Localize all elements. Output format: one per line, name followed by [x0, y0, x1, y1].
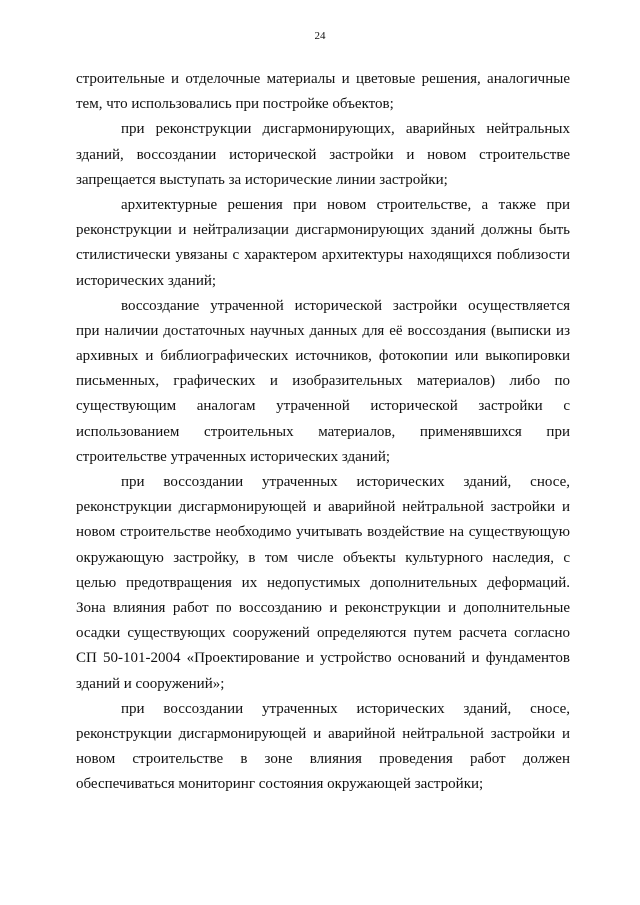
- text-line: письменных, графических и изобразительных материалов) либо по: [76, 373, 570, 390]
- text-line: зданий и сооружений»;: [76, 675, 225, 692]
- text-line: исторических зданий;: [76, 272, 217, 289]
- text-line: архитектурные решения при новом строительстве, а также при: [121, 196, 570, 213]
- text-line: при наличии достаточных научных данных для её воссоздания (выписки из: [76, 322, 570, 339]
- text-line: новом строительстве в зоне влияния проведения работ должен: [76, 751, 570, 768]
- text-line: запрещается выступать за исторические линии застройки;: [76, 171, 448, 188]
- text-line: тем, что использовались при постройке объектов;: [76, 96, 394, 113]
- text-line: строительные и отделочные материалы и цветовые решения, аналогичные: [76, 71, 570, 87]
- text-line: воссоздание утраченной исторической застройки осуществляется: [121, 297, 570, 314]
- paragraph: [76, 294, 570, 470]
- text-line: реконструкции дисгармонирующей и аварийной нейтральной застройки и: [76, 499, 570, 516]
- text-line: строительстве утраченных исторических зданий;: [76, 448, 391, 465]
- paragraph: [76, 697, 570, 798]
- text-line: реконструкции дисгармонирующей и аварийной нейтральной застройки и: [76, 725, 570, 742]
- paragraph: [76, 470, 570, 697]
- body-text: [76, 67, 570, 797]
- text-line: осадки существующих сооружений определяются путем расчета согласно: [76, 625, 570, 642]
- text-line: при воссоздании утраченных исторических зданий, сносе,: [121, 474, 570, 490]
- text-line: при реконструкции дисгармонирующих, аварийных нейтральных: [121, 121, 570, 138]
- page-number: 24: [314, 30, 326, 42]
- text-line: реконструкции и нейтрализации дисгармонирующих зданий должны быть: [76, 222, 570, 239]
- text-line: существующим аналогам утраченной исторической застройки с: [76, 398, 570, 415]
- text-line: СП 50-101-2004 «Проектирование и устройство оснований и фундаментов: [76, 650, 570, 667]
- text-line: зданий, воссоздании исторической застройки и новом строительстве: [76, 146, 570, 163]
- paragraph: [76, 193, 570, 294]
- text-line: стилистически увязаны с характером архитектуры находящихся поблизости: [76, 247, 570, 264]
- text-line: целью предотвращения их недопустимых дополнительных деформаций.: [76, 574, 570, 591]
- text-line: новом строительстве необходимо учитывать воздействие на существующую: [76, 524, 570, 541]
- text-line: окружающую застройку, в том числе объекты культурного наследия, с: [76, 549, 570, 566]
- text-line: архивных и библиографических источников, фотокопии или выкопировки: [76, 348, 570, 365]
- paragraph: [76, 67, 570, 117]
- text-line: при воссоздании утраченных исторических зданий, сносе,: [121, 700, 570, 717]
- paragraph: [76, 117, 570, 193]
- text-line: Зона влияния работ по воссозданию и реконструкции и дополнительные: [76, 599, 570, 616]
- text-line: обеспечиваться мониторинг состояния окружающей застройки;: [76, 776, 484, 793]
- text-line: использованием строительных материалов, применявшихся при: [76, 423, 570, 440]
